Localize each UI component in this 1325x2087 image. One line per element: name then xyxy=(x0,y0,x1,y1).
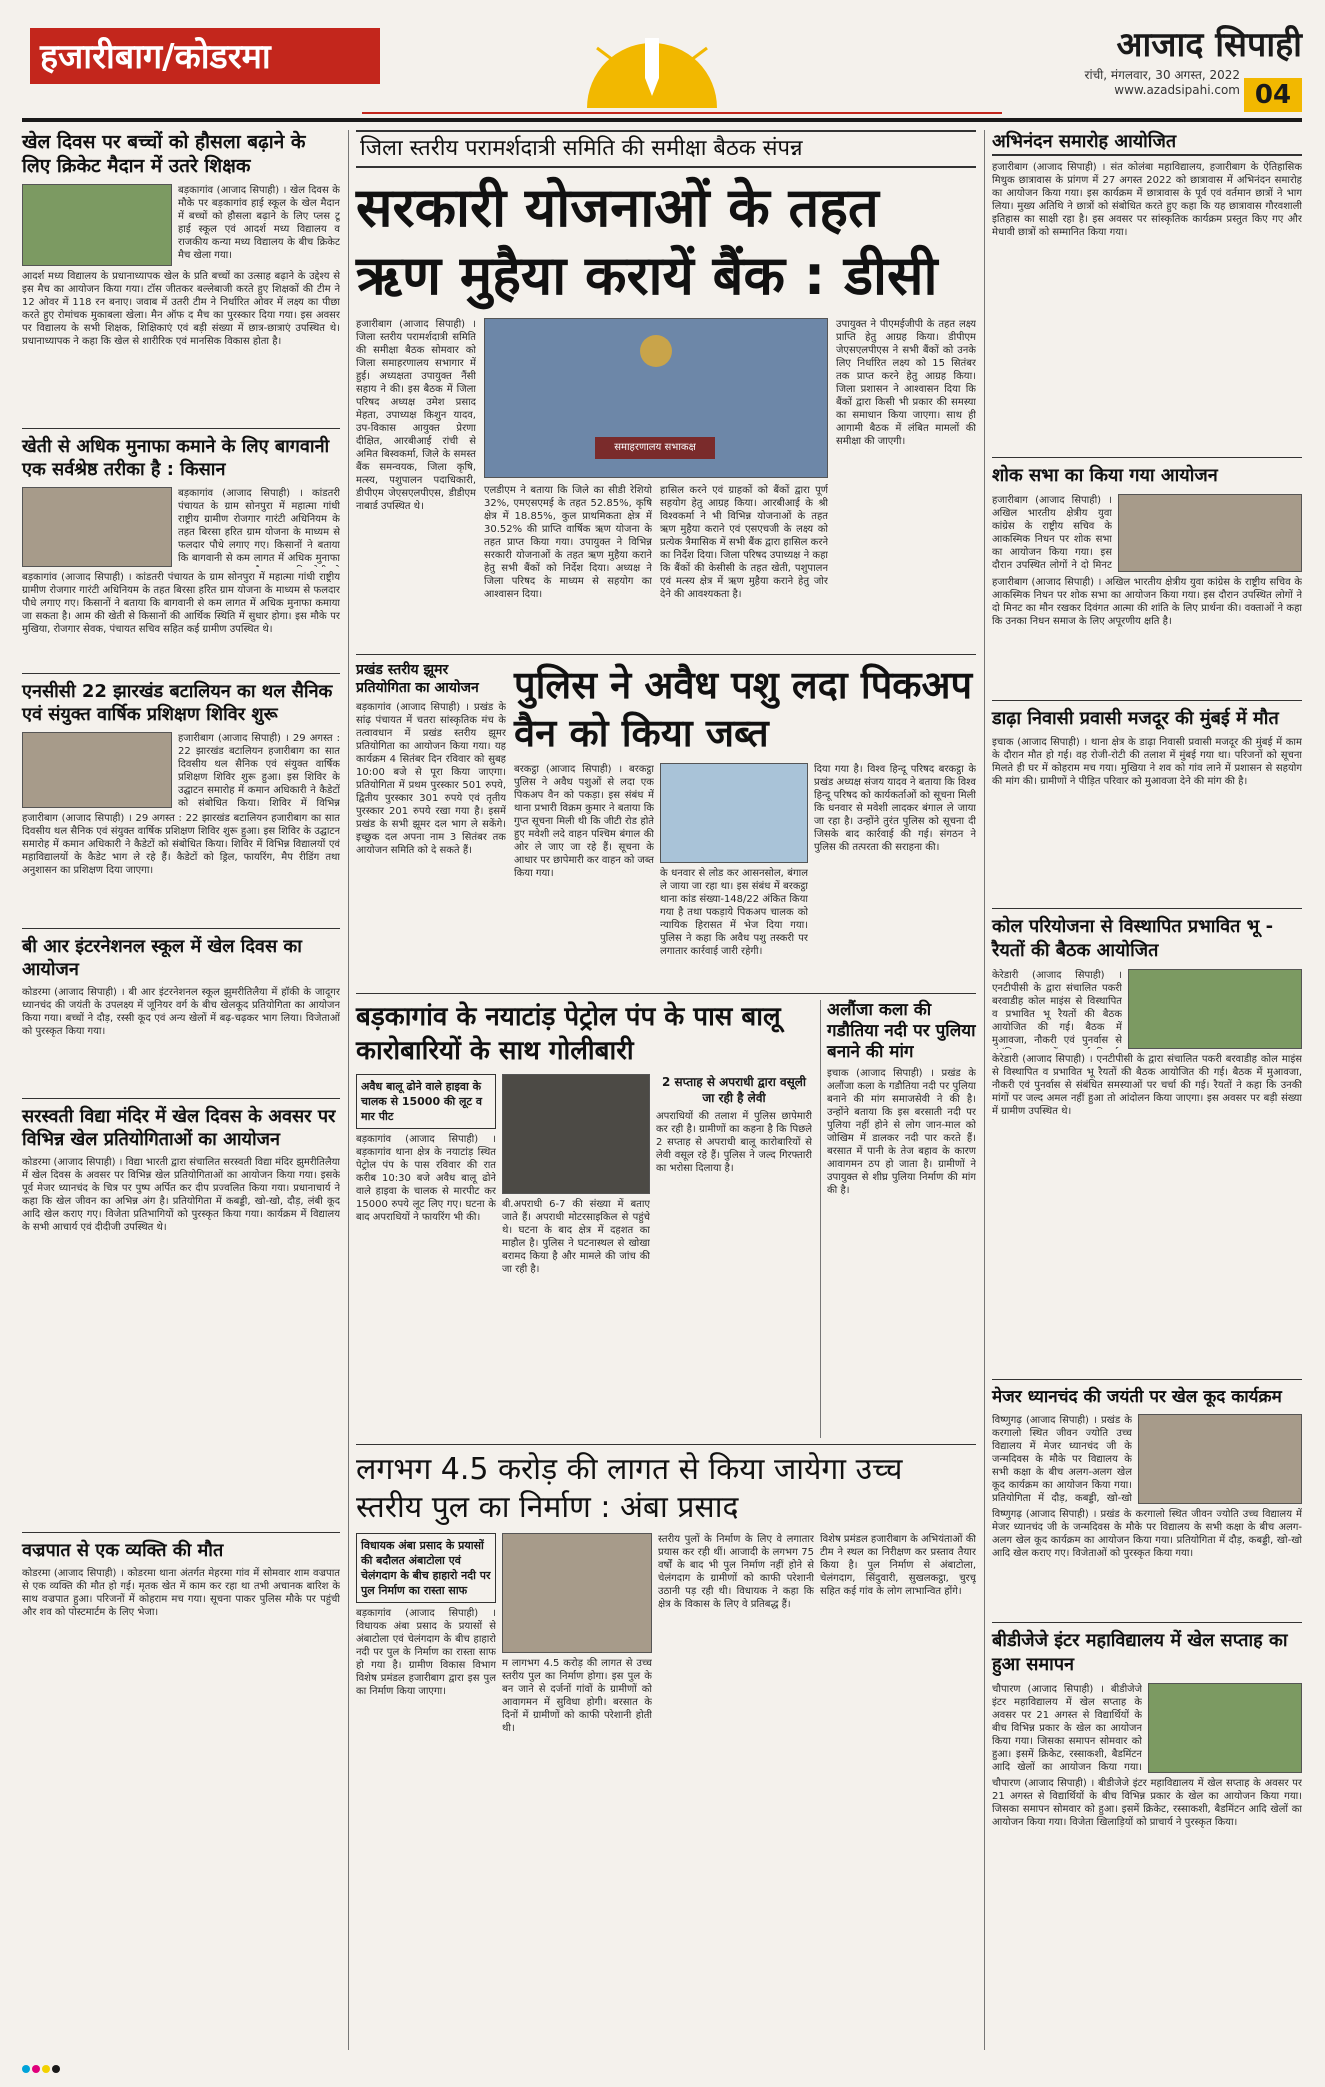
site-url[interactable]: www.azadsipahi.com xyxy=(1114,83,1240,97)
story-body: बी.अपराधी 6-7 की संख्या में बताए जाते हैं। अपराधी मोटरसाइकिल से पहुंचे थे। घटना के बाद क्षेत्र में दहशत का माहौल है। पुलिस ने घटनास्थल से खोखा बरामद किया है और मामले की जांच की जा रही है। xyxy=(502,1199,650,1275)
divider xyxy=(22,1532,340,1533)
story-body-cont: चौपारण (आजाद सिपाही) । बीडीजेजे इंटर महाविद्यालय में खेल सप्ताह के अवसर पर 21 अगस्त से विद्यार्थियों के बीच विभिन्न प्रकार के खेल का आयोजन किया गया। जिसका समापन सोमवार को हुआ। इसमें क्रिकेट, रस्साकशी, बैडमिंटन आदि खेलों का आयोजन किया गया। विजेता खिलाड़ियों को प्राचार्य ने पुरस्कृत किया। xyxy=(992,1778,1302,1828)
story-body: इचाक (आजाद सिपाही) । थाना क्षेत्र के डाढ़ा निवासी प्रवासी मजदूर की मुंबई में काम के दौरान मौत हो गई। वह रोजी-रोटी की तलाश में मुंबई गया था। परिजनों को सूचना मिलते ही घर में कोहराम मच गया। मुखिया ने शव को गांव लाने में प्रशासन से सहयोग की मांग की। ग्रामीणों ने पीड़ित परिवार को मुआवजा देने की मांग की है। xyxy=(992,737,1302,787)
students-sports-photo xyxy=(1138,1414,1302,1504)
column-rule xyxy=(984,130,985,2050)
lead-headline: सरकारी योजनाओं के तहत ऋण मुहैया करायें बैंक : डीसी xyxy=(356,176,938,307)
story-headline: वज्रपात से एक व्यक्ति की मौत xyxy=(22,1540,224,1561)
divider xyxy=(22,428,340,429)
lead-body: उपायुक्त ने पीएमईजीपी के तहत लक्ष्य प्राप्ति हेतु आग्रह किया। डीपीएम जेएसएलपीएस ने सभी बैंकों को उनके लिए निर्धारित लक्ष्य को 15 सितंबर तक प्राप्त करने हेतु आग्रह किया। जिला प्रशासन ने आश्वासन दिया कि बैंकों द्वारा किसी भी प्रकार की समस्या का समाधान किया जाएगा। साथ ही आगामी बैठक में लंबित मामलों की समीक्षा की जाएगी। xyxy=(836,319,976,447)
story-headline: शोक सभा का किया गया आयोजन xyxy=(992,465,1218,486)
story-body: केरेडारी (आजाद सिपाही) । एनटीपीसी के द्वारा संचालित पकरी बरवाडीह कोल माइंस से विस्थापित व प्रभावित भू रैयतों की बैठक आयोजित की गई। बैठक में मुआवजा, नौकरी एवं पुनर्वास से xyxy=(992,970,1122,1046)
story-headline: कोल परियोजना से विस्थापित प्रभावित भू - रैयतों की बैठक आयोजित xyxy=(992,916,1274,961)
story-body: कोडरमा (आजाद सिपाही) । कोडरमा थाना अंतर्गत मेहरमा गांव में सोमवार शाम वज्रपात से एक व्यक्ति की मौत हो गई। मृतक खेत में काम कर रहा था तभी अचानक बारिश के साथ वज्रपात हुआ। परिजनों में कोहराम मच गया। सूचना पाकर पुलिस मौके पर पहुंची और शव को पोस्टमार्टम के लिए भेजा। xyxy=(22,1568,340,1618)
masthead xyxy=(22,18,1302,118)
story-headline: अभिनंदन समारोह आयोजित xyxy=(992,130,1302,156)
print-registration-dots xyxy=(22,2058,1302,2068)
masthead-accent-rule xyxy=(362,112,1002,114)
story-kicker: विधायक अंबा प्रसाद के प्रयासों की बदौलत अंबाटोला एवं चेलंगदाग के बीच हाहारो नदी पर पुल निर्माण का रास्ता साफ xyxy=(356,1533,496,1603)
lead-body: हजारीबाग (आजाद सिपाही) । जिला स्तरीय परामर्शदात्री समिति की समीक्षा बैठक सोमवार को जिला समाहरणालय सभागार में हुई। अध्यक्षता उपायुक्त नैंसी सहाय ने की। इस बैठक में जिला परिषद अध्यक्ष उमेश प्रसाद मेहता, उपाध्यक्ष किशुन यादव, उप-विकास आयुक्त प्रेरणा दीक्षित, आरबीआई रांची से अमित बिस्वकर्मा, जिले के समस्त बैंक समन्वयक, जिला कृषि, मत्स्य, पशुपालन पदाधिकारी, डीपीएम जेएसएलपीएस, डीडीएम नाबार्ड उपस्थित थे। xyxy=(356,319,476,512)
pickup-van-photo xyxy=(660,763,808,863)
story-byline: बड़कागांव (आजाद सिपाही) । खेल दिवस के मौके पर बड़कागांव हाई स्कूल के खेल मैदान में बच्चों को हौसला बढ़ाने के लिए प्लस टू हाई स्कूल एवं आदर्श मध्य विद्यालय व राजकीय कन्या मध्य विद्यालय के बीच क्रिकेट मैच खेला गया। xyxy=(178,185,340,261)
cricket-photo xyxy=(22,184,172,266)
story-body-cont: बड़कागांव (आजाद सिपाही) । कांडतरी पंचायत के ग्राम सोनपुरा में महात्मा गांधी राष्ट्रीय ग्रामीण रोजगार गारंटी अधिनियम के तहत बिरसा हरित ग्राम योजना के माध्यम से फलदार पौधे लगाए गए। किसानों ने बताया कि बागवानी से कम लागत में अधिक मुनाफा कमाया जा सकता है। आम की खेती से किसानों की आर्थिक स्थिति में सुधार होगा। इस मौके पर मुखिया, रोजगार सेवक, पंचायत सचिव सहित कई ग्रामीण उपस्थित थे। xyxy=(22,572,340,635)
divider xyxy=(22,928,340,929)
story-headline: एनसीसी 22 झारखंड बटालियन का थल सैनिक एवं संयुक्त वार्षिक प्रशिक्षण शिविर शुरू xyxy=(22,681,333,725)
story-headline: सरस्वती विद्या मंदिर में खेल दिवस के अवसर पर विभिन्न खेल प्रतियोगिताओं का आयोजन xyxy=(22,1106,336,1150)
issue-date: रांची, मंगलवार, 30 अगस्त, 2022 xyxy=(1084,68,1240,82)
story-body: म लागभग 4.5 करोड़ की लागत से उच्च स्तरीय पुल का निर्माण होगा। इस पुल के बन जाने से दर्जनों गांवों के ग्रामीणों को आवागमन में सुविधा होगी। बरसात के दिनों में ग्रामीणों को काफी परेशानी होती थी। xyxy=(502,1658,652,1734)
column-rule xyxy=(348,130,349,2050)
story-body-cont: केरेडारी (आजाद सिपाही) । एनटीपीसी के द्वारा संचालित पकरी बरवाडीह कोल माइंस से विस्थापित व प्रभावित भू रैयतों की बैठक आयोजित की गई। बैठक में मुआवजा, नौकरी एवं पुनर्वास से संबंधित समस्याओं पर चर्चा की गई। रैयतों ने कहा कि उनकी मांगों पर जल्द अमल नहीं हुआ तो आंदोलन किया जाएगा। इस अवसर पर बड़ी संख्या में ग्रामीण उपस्थित थे। xyxy=(992,1054,1302,1117)
story-body: कोडरमा (आजाद सिपाही) । बी आर इंटरनेशनल स्कूल झुमरीतिलैया में हॉकी के जादूगर ध्यानचंद की जयंती के उपलक्ष्य में जूनियर वर्ग के बीच खेलकूद प्रतियोगिता का आयोजन किया गया। बच्चों ने दौड़, रस्सी कूद एवं अन्य खेलों में बढ़-चढ़कर भाग लिया। विजेताओं को पुरस्कृत किया गया। xyxy=(22,987,340,1037)
story-headline: खेती से अधिक मुनाफा कमाने के लिए बागवानी एक सर्वश्रेष्ठ तरीका है : किसान xyxy=(22,436,330,480)
story-body: बरकट्ठा (आजाद सिपाही) । बरकट्ठा पुलिस ने अवैध पशुओं से लदा एक पिकअप वैन को पकड़ा। इस संबंध में थाना प्रभारी विक्रम कुमार ने बताया कि गुप्त सूचना मिली थी कि जीटी रोड होते हुए मवेशी लदे वाहन पश्चिम बंगाल की ओर ले जाए जा रहे हैं। सूचना के आधार पर छापेमारी कर वाहन को जब्त किया गया। xyxy=(514,764,654,879)
divider xyxy=(22,673,340,674)
story-subhead: 2 सप्ताह से अपराधी द्वारा वसूली जा रही है लेवी xyxy=(661,1075,807,1105)
lead-strap: जिला स्तरीय परामर्शदात्री समिति की समीक्षा बैठक संपन्न xyxy=(356,130,976,168)
right-column xyxy=(992,130,1302,1909)
mla-portrait-photo xyxy=(502,1533,652,1653)
emblem-icon xyxy=(640,335,672,367)
story-body: बड़कागांव (आजाद सिपाही) । प्रखंड के सांढ़ पंचायत में चतरा सांस्कृतिक मंच के तत्वावधान में प्रखंड स्तरीय झूमर प्रतियोगिता का आयोजन किया गया। यह कार्यक्रम 4 सितंबर दिन रविवार को सुबह 10:00 बजे से पूरा किया जाएगा। प्रतियोगिता में प्रथम पुरस्कार 501 रुपये, द्वितीय पुरस्कार 301 रुपये एवं तृतीय पुरस्कार 201 रुपये रखा गया है। इसमें प्रखंड के सभी झूमर दल भाग ले सकेंगे। इच्छुक दल अपना नाम 3 सितंबर तक आयोजन समिति को दे सकते हैं। xyxy=(356,702,506,856)
lead-body: हासिल करने एवं ग्राहकों को बैंकों द्वारा पूर्ण सहयोग हेतु आग्रह किया। आरबीआई के श्री विश्वकर्मा ने भी विभिन्न योजनाओं के तहत ऋण मुहैया कराने एवं एसएचजी के लक्ष्य को प्रत्येक त्रैमासिक में सभी बैंक द्वारा हासिल करने का निर्देश दिया। जिला परिषद उपाध्यक्ष ने कहा कि बैंकों की केसीसी के तहत खेती, पशुपालन एवं मत्स्य क्षेत्र में ऋण मुहैया कराने हेतु जोर देने की आवश्यकता है। xyxy=(660,485,828,600)
meeting-photo xyxy=(484,318,828,478)
story-kicker: अवैध बालू ढोने वाले हाइवा के चालक से 15000 की लूट व मार पीट xyxy=(356,1074,496,1129)
page-number: 04 xyxy=(1244,78,1302,112)
story-headline: बी आर इंटरनेशनल स्कूल में खेल दिवस का आयोजन xyxy=(22,936,302,980)
ncc-camp-photo xyxy=(22,732,172,808)
story-body: हजारीबाग (आजाद सिपाही) । संत कोलंबा महाविद्यालय, हजारीबाग के ऐतिहासिक मिथुक छात्रावास के प्रांगण में 27 अगस्त 2022 को छात्रावास में अभिनंदन समारोह का आयोजन किया गया। इस कार्यक्रम में छात्रावास के पूर्व एवं वर्तमान छात्रों ने भाग लिया। मुख्य अतिथि ने छात्रों को संबोधित करते हुए कहा कि यह छात्रावास गौरवशाली इतिहास का साक्षी रहा है। इस अवसर पर सांस्कृतिक कार्यक्रम प्रस्तुत किए गए और मेधावी छात्रों को सम्मानित किया गया। xyxy=(992,162,1302,238)
divider xyxy=(992,1622,1302,1623)
story-body: बड़कागांव (आजाद सिपाही) । विधायक अंबा प्रसाद के प्रयासों से अंबाटोला एवं चेलंगदाग के बीच हाहारो नदी पर पुल के निर्माण का रास्ता साफ हो गया है। ग्रामीण विकास विभाग विशेष प्रमंडल हजारीबाग द्वारा इस पुल का निर्माण किया जाएगा। xyxy=(356,1608,496,1697)
condolence-photo xyxy=(1118,494,1302,572)
divider xyxy=(992,457,1302,458)
story-headline: प्रखंड स्तरीय झूमर प्रतियोगिता का आयोजन xyxy=(356,662,479,696)
story-body: विष्णुगढ़ (आजाद सिपाही) । प्रखंड के करगालो स्थित जीवन ज्योति उच्च विद्यालय में मेजर ध्यानचंद जी के जन्मदिवस के मौके पर विद्यालय के सभी कक्षा के बीच अलग-अलग खेल कूद कार्यक्रम का आयोजन किया गया। प्रतियोगिता में दौड़, कबड्डी, खो-खो xyxy=(992,1415,1132,1504)
story-headline: खेल दिवस पर बच्चों को हौसला बढ़ाने के लिए क्रिकेट मैदान में उतरे शिक्षक xyxy=(22,131,306,177)
masthead-rule xyxy=(22,118,1302,122)
sun-logo-icon xyxy=(577,18,727,108)
divider xyxy=(356,993,976,994)
banner-caption: समाहरणालय सभाकक्ष xyxy=(595,437,715,459)
story-body: बड़कागांव (आजाद सिपाही) । बड़कागांव थाना क्षेत्र के नयाटांड़ स्थित पेट्रोल पंप के पास रविवार की रात करीब 10:30 बजे अवैध बालू ढोने वाले हाइवा के चालक से मारपीट कर 15000 रुपये लूट लिए गए। घटना के बाद अपराधियों ने फायरिंग भी की। xyxy=(356,1134,496,1223)
story-body-cont: हजारीबाग (आजाद सिपाही) । 29 अगस्त : 22 झारखंड बटालियन हजारीबाग का सात दिवसीय थल सैनिक एवं संयुक्त वार्षिक प्रशिक्षण शिविर शुरू हुआ। इस शिविर के उद्घाटन समारोह में कमान अधिकारी ने कैडेटों को संबोधित किया। शिविर में विभिन्न विद्यालयों एवं महाविद्यालयों के कैडेट भाग ले रहे हैं। कैडेटों को ड्रिल, फायरिंग, मैप रीडिंग तथा अनुशासन का प्रशिक्षण दिया जाएगा। xyxy=(22,813,340,876)
story-headline: अलौंजा कला की गडौतिया नदी पर पुलिया बनाने की मांग xyxy=(827,1000,976,1062)
section-title: हजारीबाग/कोडरमा xyxy=(30,28,380,84)
divider xyxy=(992,1379,1302,1380)
divider xyxy=(992,700,1302,701)
story-body: के धनवार से लोड कर आसनसोल, बंगाल ले जाया जा रहा था। इस संबंध में बरकट्ठा थाना कांड संख्या-148/22 अंकित किया गया है तथा पकड़ाये पिकअप चालक को न्यायिक हिरासत में भेज दिया गया। पुलिस ने कहा कि अवैध पशु तस्करी पर लगातार कार्रवाई जारी रहेगी। xyxy=(660,868,808,957)
story-headline: डाढ़ा निवासी प्रवासी मजदूर की मुंबई में मौत xyxy=(992,708,1279,729)
story-body: कोडरमा (आजाद सिपाही) । विद्या भारती द्वारा संचालित सरस्वती विद्या मंदिर झुमरीतिलैया में खेल दिवस के अवसर पर विभिन्न खेल प्रतियोगिताओं का आयोजन किया गया। इसके पूर्व मेजर ध्यानचंद के चित्र पर पुष्प अर्पित कर दीप प्रज्वलित किया गया। प्रधानाचार्य ने कहा कि खेल जीवन का अभिन्न अंग है। प्रतियोगिता में कबड्डी, खो-खो, दौड़, लंबी कूद आदि खेल कराए गए। विजेता प्रतिभागियों को पुरस्कृत किया गया। कार्यक्रम में विद्यालय के सभी आचार्य एवं दीदीजी उपस्थित थे। xyxy=(22,1157,340,1233)
divider xyxy=(992,908,1302,909)
story-headline: बीडीजेजे इंटर महाविद्यालय में खेल सप्ताह का हुआ समापन xyxy=(992,1630,1288,1675)
divider xyxy=(356,654,976,655)
story-body-cont: विष्णुगढ़ (आजाद सिपाही) । प्रखंड के करगालो स्थित जीवन ज्योति उच्च विद्यालय में मेजर ध्यानचंद जी के जन्मदिवस के मौके पर विद्यालय के सभी कक्षा के बीच अलग-अलग खेल कूद कार्यक्रम का आयोजन किया गया। प्रतियोगिता में दौड़, कबड्डी, खो-खो आदि खेल कराए गए। विजेताओं को पुरस्कृत किया गया। xyxy=(992,1509,1302,1559)
divider xyxy=(356,1444,976,1445)
story-headline: बड़कागांव के नयाटांड़ पेट्रोल पंप के पास बालू कारोबारियों के साथ गोलीबारी xyxy=(356,1002,781,1066)
story-headline: लगभग 4.5 करोड़ की लागत से किया जायेगा उच्च स्तरीय पुल का निर्माण : अंबा प्रसाद xyxy=(356,1452,903,1525)
story-body: चौपारण (आजाद सिपाही) । बीडीजेजे इंटर महाविद्यालय में खेल सप्ताह के अवसर पर 21 अगस्त से विद्यार्थियों के बीच विभिन्न प्रकार के खेल का आयोजन किया गया। जिसका समापन सोमवार को हुआ। इसमें क्रिकेट, रस्साकशी, बैडमिंटन आदि खेलों का आयोजन किया गया। xyxy=(992,1684,1142,1773)
college-photo xyxy=(1148,1683,1302,1773)
story-body: दिया गया है। विश्व हिन्दू परिषद बरकट्ठा के प्रखंड अध्यक्ष संजय यादव ने बताया कि विश्व हिन्दू परिषद को कार्यकर्ताओं को सूचना मिली कि धनवार से मवेशी लादकर बंगाल ले जाया जा रहा है। उन्होंने तुरंत पुलिस को सूचना दी जिसके बाद कार्रवाई की गई। संगठन ने पुलिस की तत्परता की सराहना की। xyxy=(814,764,976,853)
story-body: बड़कागांव (आजाद सिपाही) । कांडतरी पंचायत के ग्राम सोनपुरा में महात्मा गांधी राष्ट्रीय ग्रामीण रोजगार गारंटी अधिनियम के तहत बिरसा हरित ग्राम योजना के माध्यम से फलदार पौधे लगाए गए। किसानों ने बताया कि बागवानी से कम लागत में अधिक मुनाफा xyxy=(178,488,340,564)
story-body: स्तरीय पुलों के निर्माण के लिए वे लगातार प्रयास कर रही थीं। आजादी के लगभग 75 वर्षों के बाद भी पुल निर्माण नहीं होने से चेलंगदाग के ग्रामीणों को काफी परेशानी उठानी पड़ रही थी। विधायक ने कहा कि क्षेत्र के विकास के लिए वे प्रतिबद्ध हैं। xyxy=(658,1534,814,1610)
lead-body: एलडीएम ने बताया कि जिले का सीडी रेशियो 32%, एमएसएमई के तहत 52.85%, कृषि क्षेत्र में 18.85%, कुल प्राथमिकता क्षेत्र में 30.52% की प्राप्ति वार्षिक ऋण योजना के तहत प्राप्त किया गया। उपायुक्त ने विभिन्न सरकारी योजनाओं के तहत ऋण मुहैया कराने हेतु सभी बैंकों को निर्देश दिया। अध्यक्ष ने जिला परिषद के माध्यम से सहयोग का आश्वासन दिया। xyxy=(484,485,652,600)
story-body: इचाक (आजाद सिपाही) । प्रखंड के अलौंजा कला के गडौतिया नदी पर पुलिया बनाने की मांग समाजसेवी ने की है। उन्होंने बताया कि इस बरसाती नदी पर पुलिया नहीं होने से लोग जान-माल को जोखिम में डालकर नदी पार करते हैं। बरसात में पानी के तेज बहाव के कारण आवागमन ठप हो जाता है। ग्रामीणों ने उपायुक्त से शीघ्र पुलिया निर्माण की मांग की है। xyxy=(827,1068,976,1196)
crime-scene-photo xyxy=(502,1074,650,1194)
farmers-photo xyxy=(22,487,172,567)
story-body: आदर्श मध्य विद्यालय के प्रधानाध्यापक खेल के प्रति बच्चों का उत्साह बढ़ाने के उद्देश्य से इस मैच का आयोजन किया गया। टॉस जीतकर बल्लेबाजी करते हुए शिक्षकों की टीम ने 12 ओवर में 118 रन बनाए। जवाब में उतरी टीम ने निर्धारित ओवर में लक्ष्य का पीछा करते हुए रोमांचक मुकाबला खेला। मैन ऑफ द मैच का पुरस्कार दिया गया। इस अवसर पर विद्यालय के सभी शिक्षक, शिक्षिकाएं एवं बड़ी संख्या में छात्र-छात्राएं उपस्थित थे। प्रधानाध्यापक ने कहा कि खेल से शारीरिक एवं मानसिक विकास होता है। xyxy=(22,271,340,347)
left-column xyxy=(22,130,340,1663)
story-headline: मेजर ध्यानचंद की जयंती पर खेल कूद कार्यक्रम xyxy=(992,1387,1282,1407)
newspaper-page xyxy=(22,18,1302,2068)
story-body: विशेष प्रमंडल हजारीबाग के अभियंताओं की टीम ने स्थल का निरीक्षण कर प्रस्ताव तैयार किया है। पुल निर्माण से अंबाटोला, चेलंगदाग, सिंदुवारी, सुखलकट्ठा, चुरचू सहित कई गांव के लोग लाभान्वित होंगे। xyxy=(820,1534,976,1597)
story-body: हजारीबाग (आजाद सिपाही) । 29 अगस्त : 22 झारखंड बटालियन हजारीबाग का सात दिवसीय थल सैनिक एवं संयुक्त वार्षिक प्रशिक्षण शिविर शुरू हुआ। इस शिविर के उद्घाटन समारोह में कमान अधिकारी ने कैडेटों को संबोधित किया। शिविर में विभिन्न xyxy=(178,733,340,808)
center-column xyxy=(356,130,976,1763)
story-headline: पुलिस ने अवैध पशु लदा पिकअप वैन को किया जब्त xyxy=(514,663,973,755)
story-body-cont: हजारीबाग (आजाद सिपाही) । अखिल भारतीय क्षेत्रीय युवा कांग्रेस के राष्ट्रीय सचिव के आकस्मिक निधन पर शोक सभा का आयोजन किया गया। इस दौरान उपस्थित लोगों ने दो मिनट का मौन रखकर दिवंगत आत्मा की शांति के लिए प्रार्थना की। वक्ताओं ने कहा कि उनका निधन समाज के लिए अपूरणीय क्षति है। xyxy=(992,577,1302,627)
villagers-meeting-photo xyxy=(1128,969,1302,1049)
story-body: हजारीबाग (आजाद सिपाही) । अखिल भारतीय क्षेत्रीय युवा कांग्रेस के राष्ट्रीय सचिव के आकस्मिक निधन पर शोक सभा का आयोजन किया गया। इस दौरान उपस्थित लोगों ने दो मिनट xyxy=(992,495,1112,571)
story-body: अपराधियों की तलाश में पुलिस छापेमारी कर रही है। ग्रामीणों का कहना है कि पिछले 2 सप्ताह से अपराधी बालू कारोबारियों से लेवी वसूल रहे हैं। पुलिस ने जल्द गिरफ्तारी का भरोसा दिलाया है। xyxy=(656,1111,812,1174)
brand-name: आजाद सिपाही xyxy=(1116,25,1302,65)
divider xyxy=(22,1098,340,1099)
